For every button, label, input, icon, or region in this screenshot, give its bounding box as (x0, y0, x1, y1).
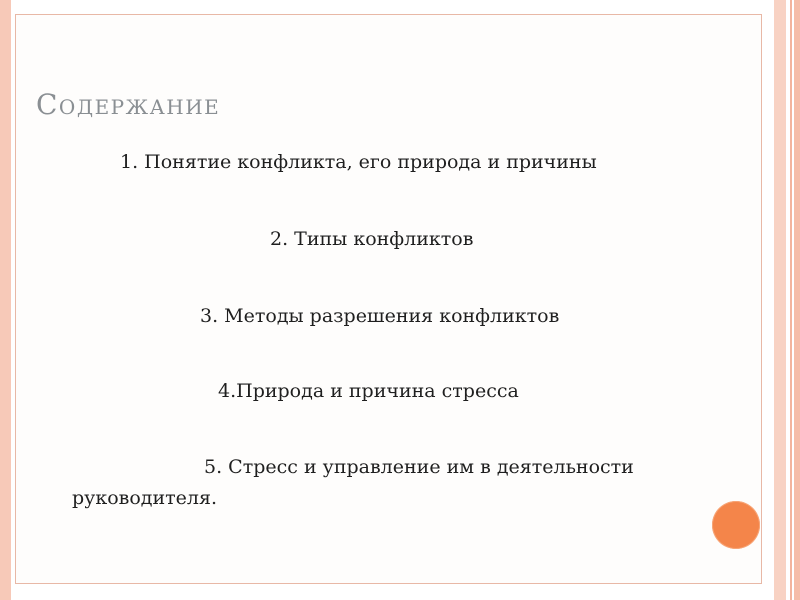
right-decorative-stripe-outer (794, 0, 800, 600)
contents-item-5-continuation: руководителя. (72, 487, 218, 509)
contents-item-2: 2. Типы конфликтов (270, 228, 474, 250)
slide-title: Содержание (36, 88, 221, 121)
contents-item-4: 4.Природа и причина стресса (218, 380, 519, 402)
contents-item-5: 5. Стресс и управление им в деятельности (204, 456, 634, 478)
orange-circle-decoration (712, 501, 760, 549)
contents-item-1: 1. Понятие конфликта, его природа и причины (120, 151, 597, 173)
left-decorative-stripe (0, 0, 11, 600)
right-decorative-stripe-inner (774, 0, 786, 600)
right-decorative-line (790, 0, 792, 600)
contents-item-3: 3. Методы разрешения конфликтов (200, 305, 560, 327)
